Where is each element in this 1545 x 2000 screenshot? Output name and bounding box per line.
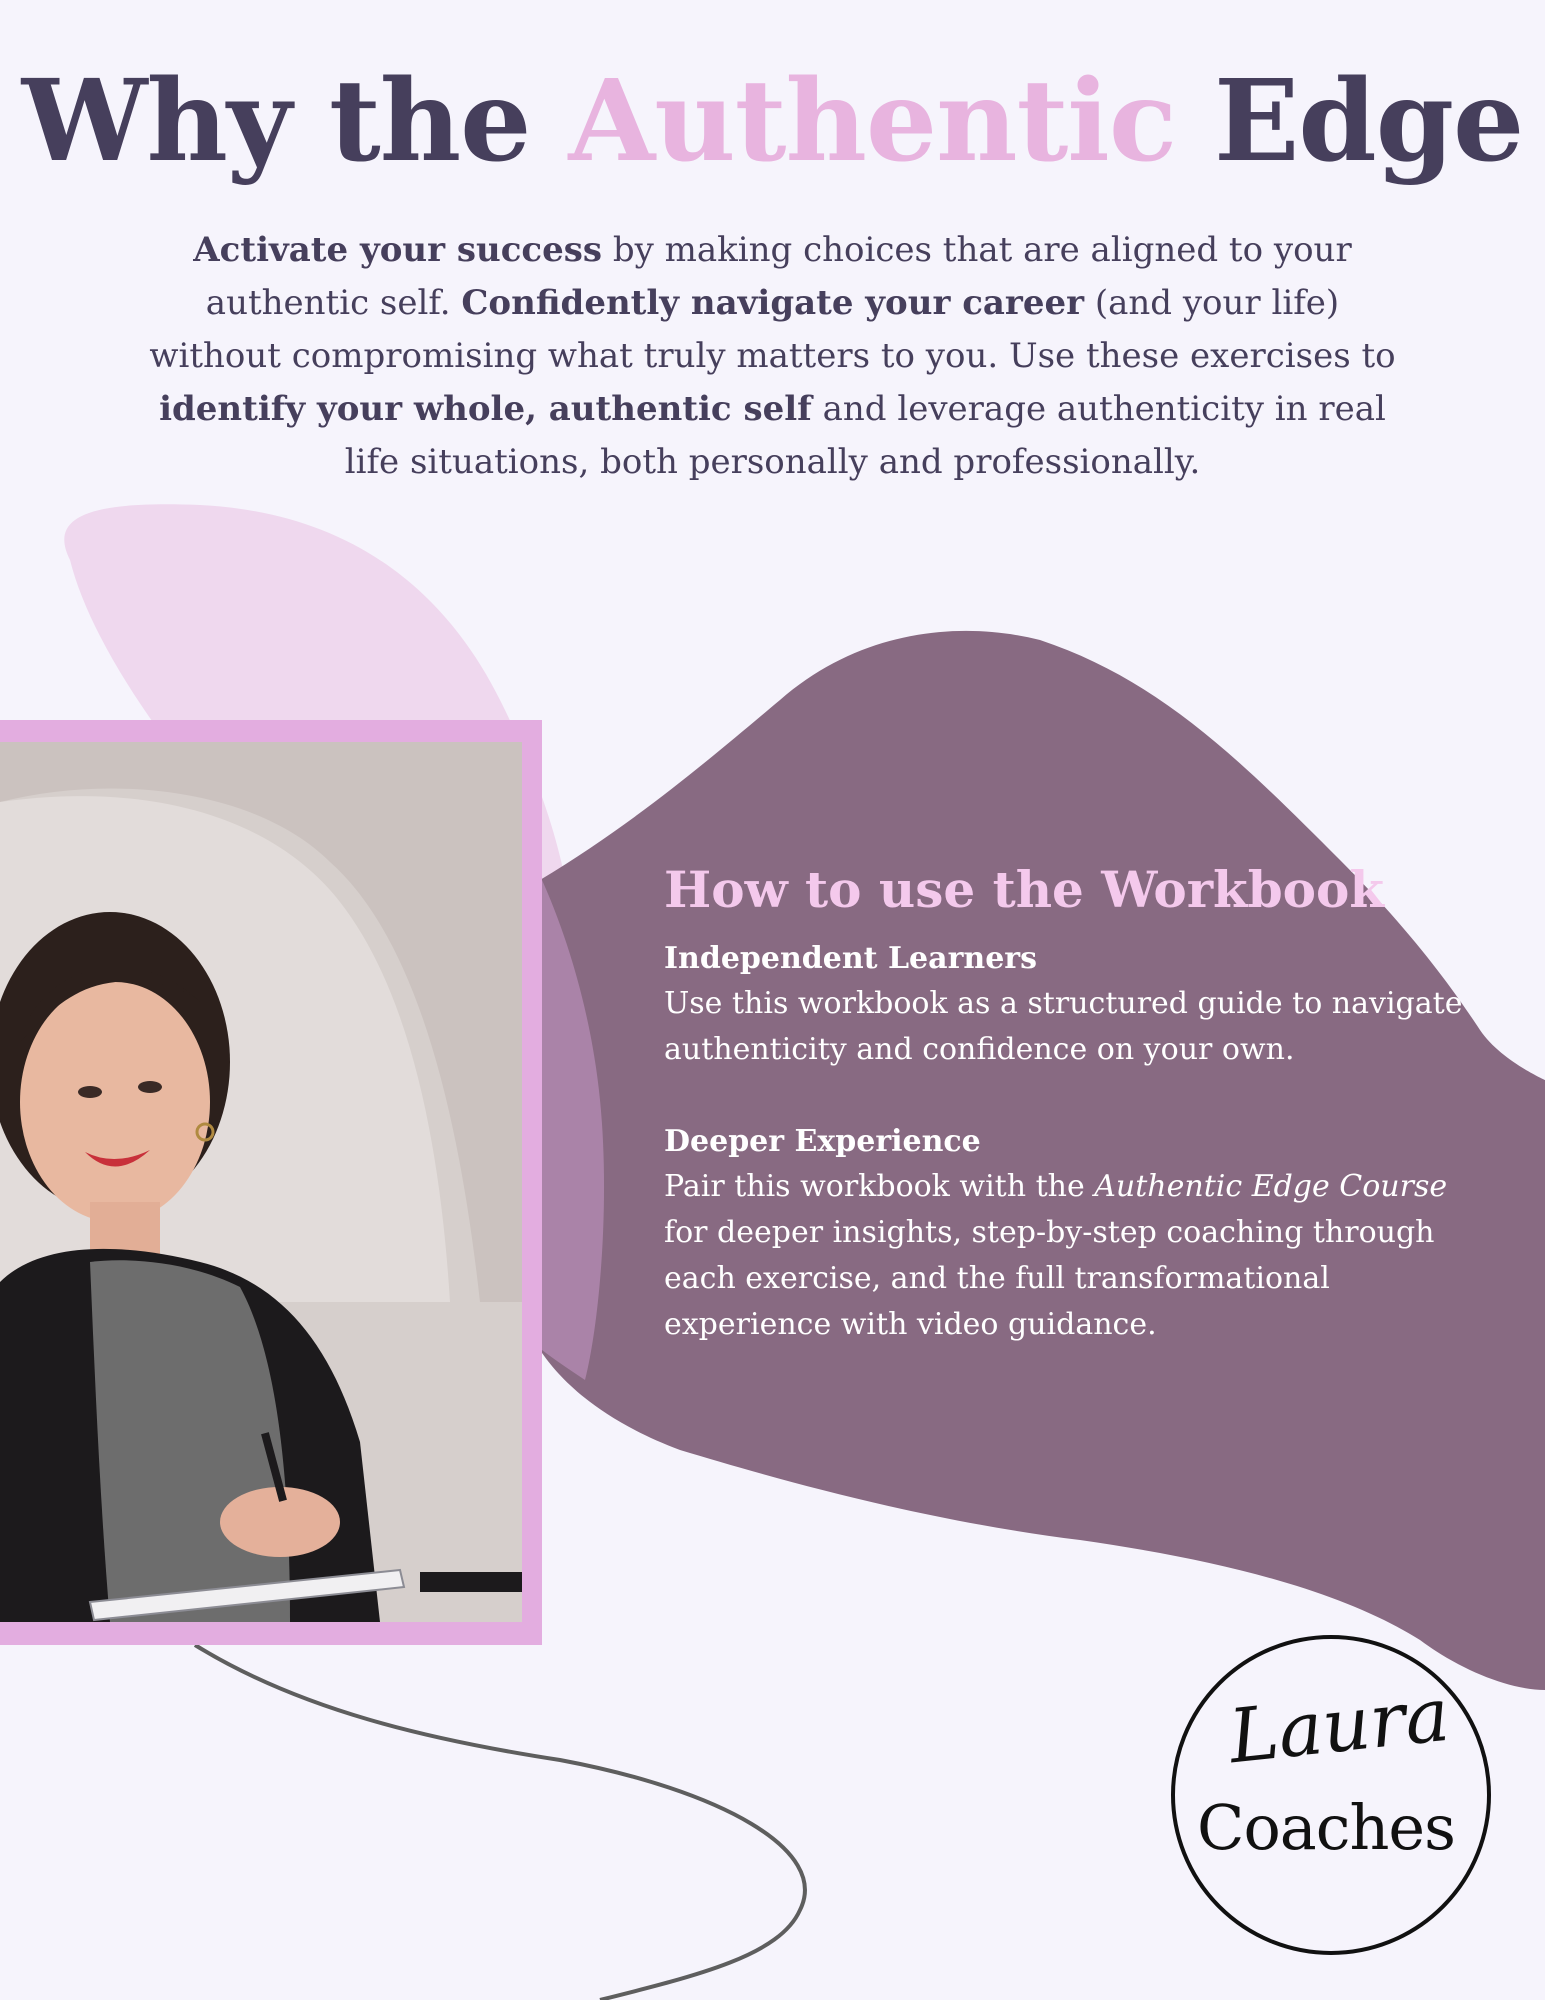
- logo-line-1: Laura: [1225, 1671, 1454, 1781]
- intro-bold-3: identify your whole, authentic self: [159, 389, 812, 429]
- course-name: Authentic Edge Course: [1094, 1169, 1448, 1204]
- coach-portrait-photo: [0, 742, 522, 1622]
- portrait-illustration: [0, 742, 522, 1622]
- deeper-experience-title: Deeper Experience: [664, 1124, 981, 1159]
- intro-bold-2: Confidently navigate your career: [461, 283, 1085, 323]
- title-part1: Why the: [21, 56, 531, 187]
- page-title: [0, 58, 1545, 187]
- intro-text-1: by making choices that are aligned to your authentic self.: [205, 230, 1352, 323]
- workbook-heading: How to use the Workbook: [664, 860, 1384, 919]
- logo-line-2: Coaches: [1197, 1791, 1455, 1864]
- photo-frame: [0, 720, 542, 1645]
- independent-learners-title: Independent Learners: [664, 941, 1037, 976]
- intro-text-3: and leverage authenticity in real life situations, both personally and professionally.: [344, 389, 1386, 482]
- independent-learners-body: Use this workbook as a structured guide to navigate authenticity and confidence on your own.: [664, 986, 1463, 1067]
- laura-coaches-logo: [1169, 1633, 1494, 1958]
- how-to-use-section: [664, 860, 1484, 1395]
- deeper-body-pre: Pair this workbook with the: [664, 1169, 1095, 1204]
- deeper-body-post: for deeper insights, step-by-step coaching through each exercise, and the full transformational experience with video guidance.: [664, 1215, 1435, 1342]
- intro-text-2: (and your life) without compromising what truly matters to you. Use these exercises to: [149, 283, 1396, 376]
- title-part2: Edge: [1214, 56, 1524, 187]
- intro-bold-1: Activate your success: [193, 230, 603, 270]
- deeper-experience-body: [664, 1164, 1484, 1348]
- title-accent: Authentic: [568, 56, 1177, 187]
- decorative-curve: [195, 1645, 805, 2000]
- intro-paragraph: [140, 224, 1405, 489]
